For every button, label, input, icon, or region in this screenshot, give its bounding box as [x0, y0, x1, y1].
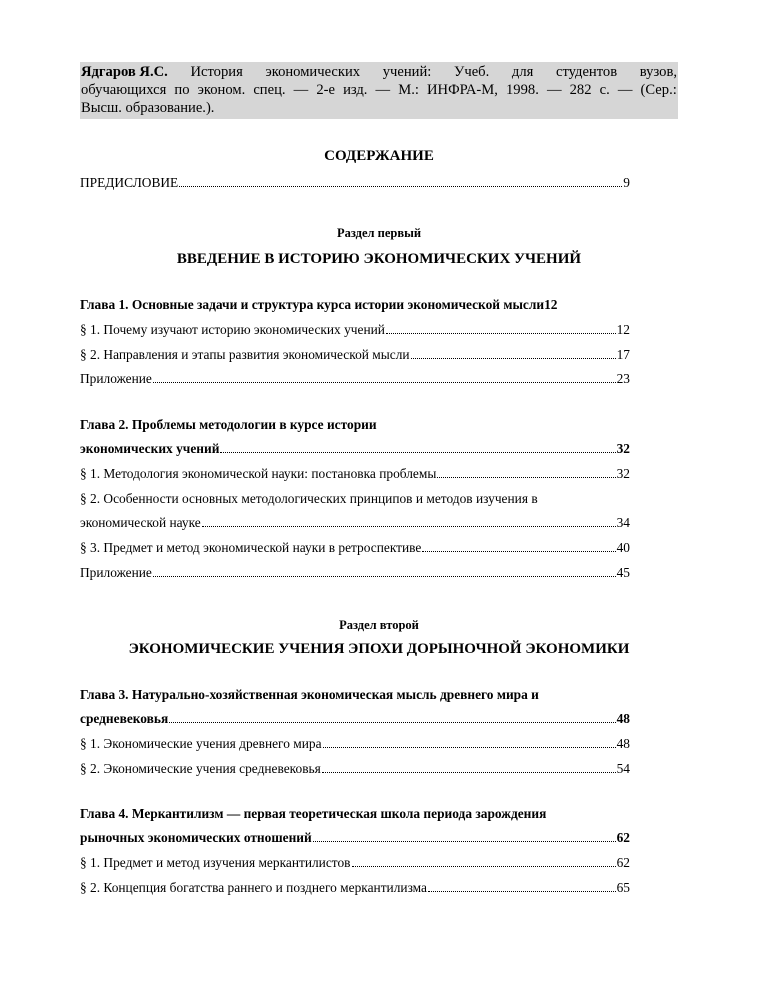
- toc-entry-text: экономической науке: [80, 515, 201, 530]
- biblio-word: по: [174, 82, 190, 98]
- biblio-word: экономических: [265, 64, 361, 80]
- leader-dots: [202, 514, 616, 527]
- toc-chapter-2-title[interactable]: Глава 2. Проблемы методологии в курсе истории: [80, 417, 377, 432]
- biblio-word: Учеб.: [454, 64, 490, 80]
- toc-chapter-2[interactable]: [80, 440, 630, 458]
- leader-dots: [352, 854, 616, 867]
- toc-entry-text: § 1. Почему изучают историю экономических учений: [80, 322, 385, 337]
- biblio-series: Высш. образование.).: [81, 100, 215, 116]
- toc-page-number: 45: [616, 565, 630, 580]
- toc-page-number: 32: [616, 466, 630, 481]
- toc-entry-text: ПРЕДИСЛОВИЕ: [80, 175, 179, 190]
- biblio-word: (Сер.:: [640, 82, 677, 98]
- toc-page-number: 65: [616, 880, 630, 895]
- biblio-line-2: [80, 81, 678, 99]
- toc-entry-preface[interactable]: [80, 174, 630, 192]
- biblio-word: 282: [569, 82, 592, 98]
- toc-chapter-3-title[interactable]: Глава 3. Натурально-хозяйственная экономическая мысль древнего мира и: [80, 687, 539, 702]
- toc-entry[interactable]: [80, 854, 630, 872]
- biblio-word: —: [375, 82, 391, 98]
- toc-entry-text: рыночных экономических отношений: [80, 830, 312, 845]
- biblio-word: М.:: [398, 82, 419, 98]
- toc-page-number: 12: [616, 322, 630, 337]
- biblio-word: ИНФРА-М,: [427, 82, 498, 98]
- toc-entry[interactable]: [80, 735, 630, 753]
- toc-entry-text: § 3. Предмет и метод экономической науки в ретроспективе: [80, 540, 422, 555]
- leader-dots: [169, 710, 615, 723]
- toc-chapter-1[interactable]: [80, 296, 662, 314]
- leader-dots: [428, 879, 616, 892]
- toc-entry[interactable]: [80, 564, 630, 582]
- toc-page-number: 9: [623, 175, 630, 190]
- leader-dots: [313, 829, 616, 842]
- biblio-author: Ядгаров Я.С.: [81, 64, 168, 80]
- biblio-word: студентов: [555, 64, 618, 80]
- biblio-word: учений:: [382, 64, 432, 80]
- leader-dots: [437, 465, 615, 478]
- toc-page-number: 62: [616, 855, 630, 870]
- toc-entry-text: § 2. Направления и этапы развития экономической мысли: [80, 347, 410, 362]
- leader-dots: [153, 370, 616, 383]
- toc-entry-text: § 1. Предмет и метод изучения меркантилистов: [80, 855, 351, 870]
- biblio-line-3: [80, 99, 678, 117]
- toc-entry-text: § 2. Экономические учения средневековья: [80, 761, 321, 776]
- leader-dots: [323, 735, 616, 748]
- toc-page-number: 12: [544, 297, 558, 312]
- biblio-word: 2-е: [316, 82, 335, 98]
- toc-entry-text: экономических учений: [80, 441, 220, 456]
- toc-chapter-3[interactable]: [80, 710, 630, 728]
- toc-page-number: 23: [616, 371, 630, 386]
- toc-entry-text: средневековья: [80, 711, 169, 726]
- toc-entry-text: § 1. Экономические учения древнего мира: [80, 736, 322, 751]
- toc-page-number: 54: [616, 761, 630, 776]
- biblio-word: изд.: [343, 82, 368, 98]
- part2-title: ЭКОНОМИЧЕСКИЕ УЧЕНИЯ ЭПОХИ ДОРЫНОЧНОЙ ЭКОНОМИКИ: [128, 641, 630, 657]
- toc-entry[interactable]: [80, 321, 630, 339]
- part2-label: Раздел второй: [339, 618, 419, 632]
- toc-page-number: 48: [616, 711, 630, 726]
- biblio-word: —: [293, 82, 309, 98]
- leader-dots: [179, 174, 622, 187]
- toc-entry[interactable]: [80, 465, 630, 483]
- biblio-word: эконом.: [197, 82, 246, 98]
- toc-page-number: 32: [616, 441, 630, 456]
- biblio-word: —: [617, 82, 633, 98]
- biblio-word: —: [546, 82, 562, 98]
- toc-entry-text[interactable]: § 2. Особенности основных методологических принципов и методов изучения в: [80, 491, 538, 506]
- part1-label: Раздел первый: [336, 226, 422, 240]
- leader-dots: [220, 440, 615, 453]
- toc-entry-text: § 1. Методология экономической науки: постановка проблемы: [80, 466, 437, 481]
- bibliographic-record: [80, 62, 678, 119]
- toc-entry-text: Приложение: [80, 565, 152, 580]
- leader-dots: [322, 760, 616, 773]
- leader-dots: [153, 564, 616, 577]
- biblio-word: для: [511, 64, 534, 80]
- toc-page-number: 34: [616, 515, 630, 530]
- part1-title: ВВЕДЕНИЕ В ИСТОРИЮ ЭКОНОМИЧЕСКИХ УЧЕНИЙ: [176, 251, 582, 267]
- biblio-word: обучающихся: [81, 82, 167, 98]
- biblio-word: с.: [599, 82, 610, 98]
- leader-dots: [411, 346, 616, 359]
- toc-entry-text: § 2. Концепция богатства раннего и позднего меркантилизма: [80, 880, 427, 895]
- biblio-word: 1998.: [506, 82, 539, 98]
- toc-chapter-4-title[interactable]: Глава 4. Меркантилизм — первая теоретическая школа периода зарождения: [80, 806, 547, 821]
- toc-title: СОДЕРЖАНИЕ: [324, 148, 434, 164]
- toc-page-number: 48: [616, 736, 630, 751]
- toc-entry[interactable]: [80, 346, 630, 364]
- toc-entry[interactable]: [80, 760, 630, 778]
- toc-entry[interactable]: [80, 514, 630, 532]
- biblio-word: История: [190, 64, 243, 80]
- leader-dots: [386, 321, 616, 334]
- biblio-word: вузов,: [639, 64, 677, 80]
- leader-dots: [422, 539, 615, 552]
- toc-entry-text: Приложение: [80, 371, 152, 386]
- biblio-line-1: [80, 63, 678, 81]
- toc-entry[interactable]: [80, 370, 630, 388]
- toc-chapter-4[interactable]: [80, 829, 630, 847]
- toc-page-number: 17: [616, 347, 630, 362]
- toc-entry-text: Глава 1. Основные задачи и структура курса истории экономической мысли: [80, 297, 545, 312]
- toc-page-number: 62: [616, 830, 630, 845]
- toc-page-number: 40: [616, 540, 630, 555]
- toc-entry[interactable]: [80, 879, 630, 897]
- toc-entry[interactable]: [80, 539, 630, 557]
- biblio-word: спец.: [253, 82, 286, 98]
